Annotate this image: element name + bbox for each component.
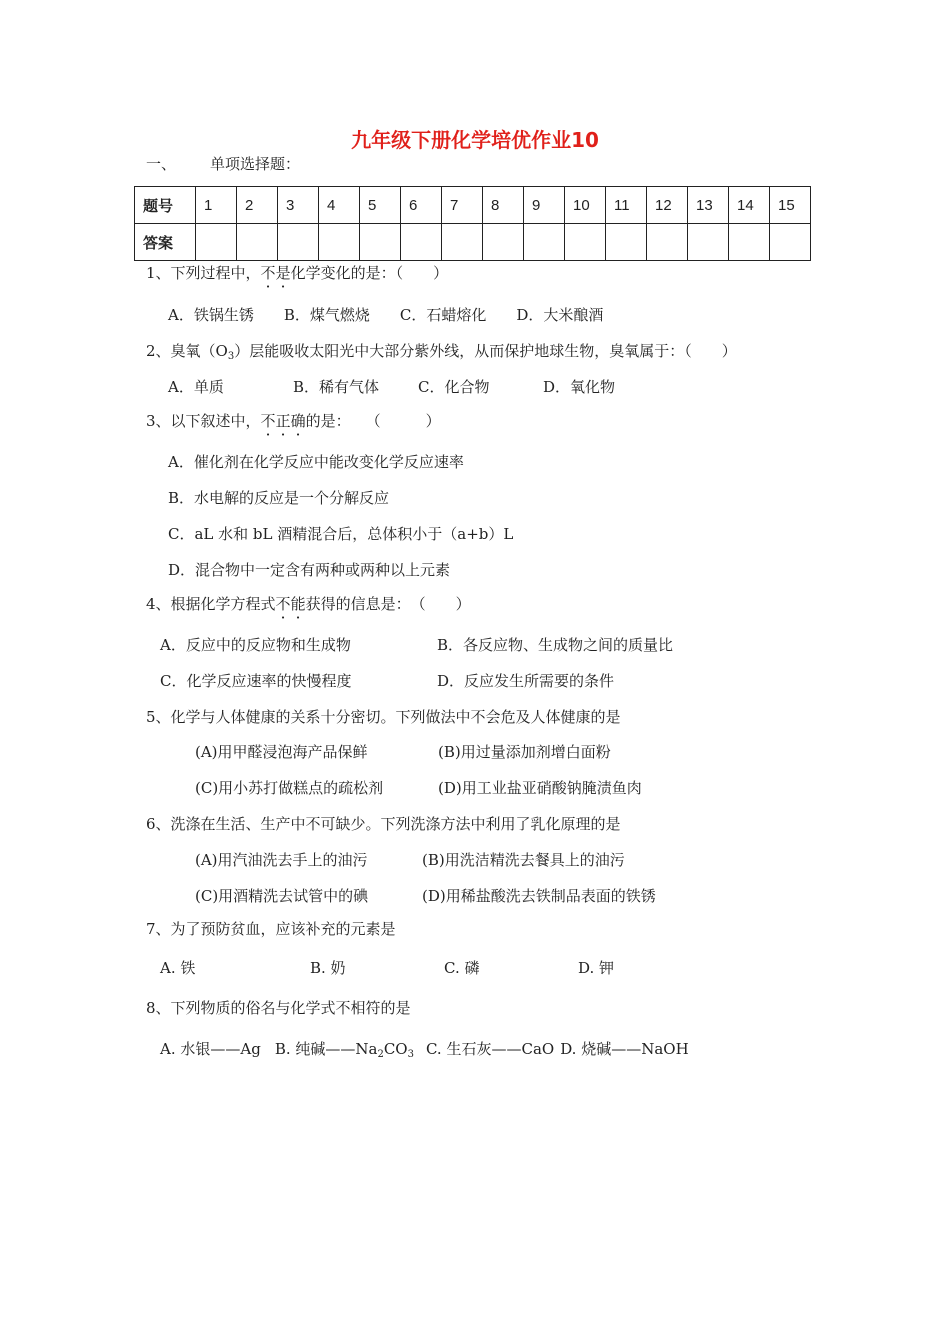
question-1-stem <box>146 262 448 283</box>
question-6-option-d: (D)用稀盐酸洗去铁制品表面的铁锈 <box>422 887 656 905</box>
question-8-options <box>160 1038 689 1060</box>
question-text: 2、臭氧（O <box>146 342 228 360</box>
row-header-number: 题号 <box>135 187 196 224</box>
option-c: C. 生石灰——CaO <box>425 1040 555 1058</box>
section-number: 一、 <box>146 155 177 173</box>
answer-cell[interactable] <box>360 224 401 261</box>
question-4-option-a: A．反应中的反应物和生成物 <box>160 636 351 654</box>
question-7-option-b: B. 奶 <box>310 959 346 977</box>
question-5-stem: 5、化学与人体健康的关系十分密切。下列做法中不会危及人体健康的是 <box>146 708 621 726</box>
emphasis-char: 不 <box>260 412 276 430</box>
question-5-option-a: (A)用甲醛浸泡海产品保鲜 <box>195 743 368 761</box>
table-row-answers <box>135 224 811 261</box>
question-5-option-d: (D)用工业盐亚硝酸钠腌渍鱼肉 <box>438 779 642 797</box>
option-text: CO <box>383 1040 408 1058</box>
emphasis-char: 能 <box>290 595 306 613</box>
question-3-option-c: C．aL 水和 bL 酒精混合后，总体积小于（a+b）L <box>168 525 514 543</box>
answer-cell[interactable] <box>770 224 811 261</box>
question-7-stem: 7、为了预防贫血，应该补充的元素是 <box>146 920 396 938</box>
table-cell: 4 <box>319 187 360 224</box>
table-row-numbers <box>135 187 811 224</box>
question-3-option-b: B．水电解的反应是一个分解反应 <box>168 489 390 507</box>
question-text: ）层能吸收太阳光中大部分紫外线，从而保护地球生物，臭氧属于：（ ） <box>234 342 737 360</box>
question-5-option-c: (C)用小苏打做糕点的疏松剂 <box>195 779 384 797</box>
option-a: A. 水银——Ag <box>160 1040 261 1058</box>
question-6-option-b: (B)用洗洁精洗去餐具上的油污 <box>422 851 625 869</box>
table-cell: 15 <box>770 187 811 224</box>
question-5-option-b: (B)用过量添加剂增白面粉 <box>438 743 611 761</box>
answer-cell[interactable] <box>319 224 360 261</box>
emphasis-char: 是 <box>275 264 291 282</box>
table-cell: 13 <box>688 187 729 224</box>
question-7-option-c: C. 磷 <box>444 959 480 977</box>
subscript: 3 <box>407 1049 414 1060</box>
answer-cell[interactable] <box>524 224 565 261</box>
table-cell: 1 <box>196 187 237 224</box>
answer-table <box>134 186 811 261</box>
answer-cell[interactable] <box>565 224 606 261</box>
row-header-answer: 答案 <box>135 224 196 261</box>
option-d: D. 烧碱——NaOH <box>560 1040 689 1058</box>
table-cell: 11 <box>606 187 647 224</box>
answer-cell[interactable] <box>196 224 237 261</box>
option-text: B. 纯碱——Na <box>274 1040 378 1058</box>
table-cell: 5 <box>360 187 401 224</box>
subscript: 3 <box>227 351 235 362</box>
question-text: 3、以下叙述中， <box>146 412 261 430</box>
option-d: D．大米酿酒 <box>516 306 604 324</box>
option-a: A．铁锅生锈 <box>168 306 254 324</box>
table-cell: 12 <box>647 187 688 224</box>
option-b <box>275 1040 414 1058</box>
question-4-option-c: C．化学反应速率的快慢程度 <box>160 672 352 690</box>
question-6-option-c: (C)用酒精洗去试管中的碘 <box>195 887 369 905</box>
section-label: 单项选择题： <box>210 155 301 173</box>
option-a: A．单质 <box>168 378 224 396</box>
answer-cell[interactable] <box>606 224 647 261</box>
question-3-option-a: A．催化剂在化学反应中能改变化学反应速率 <box>168 453 464 471</box>
option-c: C．化合物 <box>418 378 490 396</box>
question-4-stem <box>146 593 471 614</box>
section-heading <box>146 153 300 174</box>
answer-cell[interactable] <box>729 224 770 261</box>
question-1-options <box>168 304 603 325</box>
table-cell: 3 <box>278 187 319 224</box>
table-cell: 14 <box>729 187 770 224</box>
question-7-option-d: D. 钾 <box>578 959 615 977</box>
answer-cell[interactable] <box>237 224 278 261</box>
answer-cell[interactable] <box>401 224 442 261</box>
question-4-option-d: D．反应发生所需要的条件 <box>437 672 615 690</box>
option-d: D．氧化物 <box>543 378 616 396</box>
emphasis-char: 不 <box>260 264 276 282</box>
answer-cell[interactable] <box>483 224 524 261</box>
table-cell: 8 <box>483 187 524 224</box>
page-title: 九年级下册化学培优作业10 <box>351 128 599 152</box>
question-3-stem <box>146 410 441 431</box>
answer-cell[interactable] <box>442 224 483 261</box>
answer-cell[interactable] <box>278 224 319 261</box>
emphasis-char: 确 <box>290 412 306 430</box>
question-text: 4、根据化学方程式 <box>146 595 276 613</box>
question-2-stem <box>146 340 737 362</box>
question-text: 的是： （ ） <box>305 412 441 430</box>
subscript: 2 <box>377 1049 384 1060</box>
question-3-option-d: D．混合物中一定含有两种或两种以上元素 <box>168 561 451 579</box>
option-b: B．稀有气体 <box>293 378 380 396</box>
table-cell: 7 <box>442 187 483 224</box>
answer-cell[interactable] <box>688 224 729 261</box>
question-text: 化学变化的是：（ ） <box>290 264 449 282</box>
question-2-options <box>168 376 615 397</box>
question-7-option-a: A. 铁 <box>160 959 196 977</box>
table-cell: 6 <box>401 187 442 224</box>
emphasis-char: 不 <box>275 595 291 613</box>
option-b: B．煤气燃烧 <box>283 306 370 324</box>
question-text: 获得的信息是： （ ） <box>305 595 471 613</box>
answer-cell[interactable] <box>647 224 688 261</box>
question-text: 1、下列过程中， <box>146 264 261 282</box>
question-8-stem: 8、下列物质的俗名与化学式不相符的是 <box>146 999 411 1017</box>
table-cell: 2 <box>237 187 278 224</box>
emphasis-char: 正 <box>275 412 291 430</box>
table-cell: 9 <box>524 187 565 224</box>
question-4-option-b: B．各反应物、生成物之间的质量比 <box>437 636 674 654</box>
option-c: C．石蜡熔化 <box>399 306 487 324</box>
table-cell: 10 <box>565 187 606 224</box>
question-6-stem: 6、洗涤在生活、生产中不可缺少。下列洗涤方法中利用了乳化原理的是 <box>146 815 621 833</box>
question-6-option-a: (A)用汽油洗去手上的油污 <box>195 851 368 869</box>
